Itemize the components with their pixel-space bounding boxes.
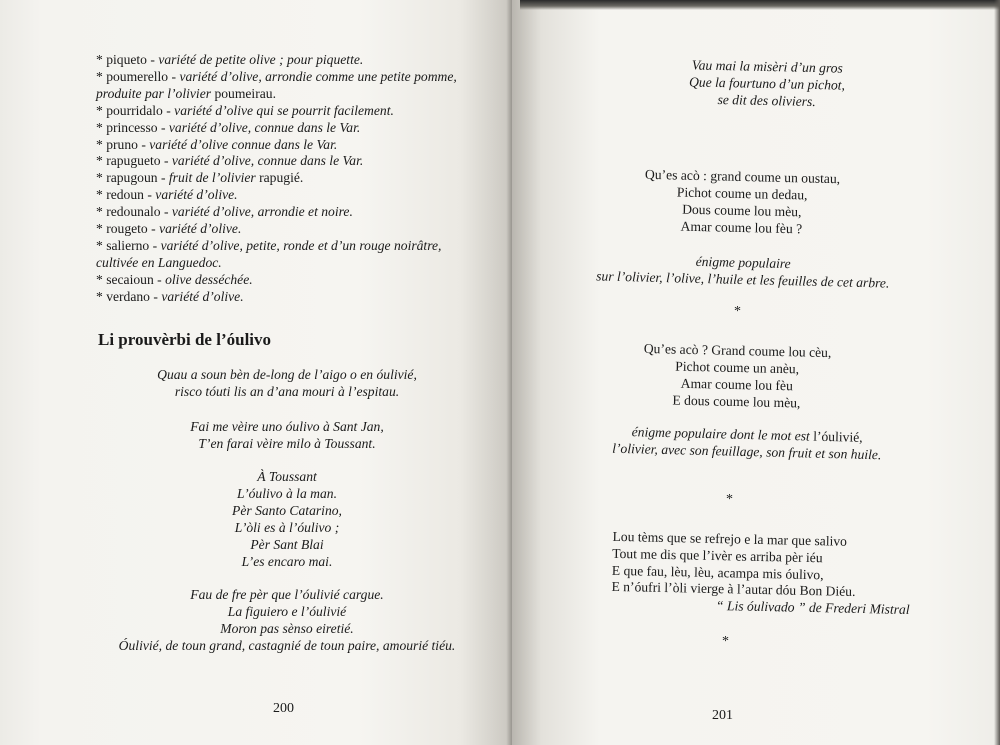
riddle-line: Amar coume lou fèu ? [680, 218, 803, 237]
proverb-block [104, 366, 470, 400]
dictionary-entry: * redoun - variété d’olive. [96, 187, 238, 203]
riddle-2-note-plain: l’óulivié, [813, 428, 863, 445]
riddle-1-note [578, 250, 909, 292]
proverb-block [104, 468, 470, 570]
proverb-line: L’es encaro mai. [241, 554, 333, 569]
dictionary-entry: * pruno - variété d’olive connue dans le Var. [96, 136, 338, 152]
page-number-left: 200 [273, 701, 294, 716]
riddle-line: Dous coume lou mèu, [681, 201, 802, 220]
proverb-line: Fai me vèire uno óulivo à Sant Jan, [190, 419, 384, 434]
entry-definition: variété d’olive connue dans le Var. [149, 136, 338, 152]
entry-term: * rapugoun [96, 170, 158, 186]
poem-line: Lou tèms que se refrejo e la mar que salivo [612, 528, 848, 549]
dictionary-entry: * poumerello - variété d’olive, arrondie comme une petite pomme, produite par l’olivier poumeirau. [96, 68, 457, 101]
dictionary-entry: * salierno - variété d’olive, petite, ronde et d’un rouge noirâtre, cultivée en Languedoc. [96, 237, 442, 270]
entry-definition: variété d’olive. [161, 288, 244, 304]
entry-definition: variété d’olive. [155, 187, 238, 203]
riddle-2-note-line2: l’olivier, avec son feuillage, son fruit et son huile. [612, 440, 882, 463]
entry-term-ref: poumeirau. [214, 85, 276, 101]
proverb-line: À Toussant [257, 469, 317, 484]
riddle-line: Qu’es acò ? Grand coume lou cèu, [643, 340, 832, 361]
verse-line: se dit des oliviers. [717, 91, 816, 110]
verse-line: Que la fourtuno d’un pichot, [688, 74, 846, 93]
riddle-line: Amar coume lou fèu [680, 375, 794, 394]
proverbs-heading: Li prouvèrbi de l’óulivo [98, 330, 272, 349]
dictionary-entry: * rapugueto - variété d’olive, connue dans le Var. [96, 153, 364, 169]
note-line: énigme populaire [695, 253, 791, 272]
entry-term: * poumerello [96, 68, 169, 84]
entry-term: * princesso [96, 119, 158, 135]
entry-term: * pourridalo [96, 102, 163, 118]
poem-line: E que fau, lèu, lèu, acampa mis óulivo, [611, 562, 824, 582]
riddle-line: Pichot coume un dedau, [676, 184, 808, 203]
riddle-line: Pichot coume un anèu, [675, 358, 800, 377]
entry-definition: olive desséchée. [165, 271, 253, 287]
dictionary-entry: * rapugoun - fruit de l’olivier rapugié. [96, 170, 304, 186]
top-verse [651, 56, 882, 112]
dictionary-entry: * pourridalo - variété d’olive qui se pourrit facilement. [96, 102, 394, 118]
riddle-1 [611, 165, 872, 239]
entry-term: * piqueto [96, 52, 147, 67]
page-top-shadow [520, 0, 1000, 10]
entry-definition: variété de petite olive ; pour piquette. [158, 52, 364, 67]
dictionary-entry: * princesso - variété d’olive, connue dans le Var. [96, 119, 361, 135]
proverb-line: Pèr Sant Blai [250, 537, 324, 552]
proverb-line: L’òli es à l’óulivo ; [234, 520, 340, 535]
riddle-2-note-italic: énigme populaire dont le mot est [631, 424, 810, 444]
entry-term: * redoun [96, 187, 144, 203]
proverb-line: Óulivié, de toun grand, castagnié de toun paire, amourié tiéu. [118, 638, 456, 653]
riddle-2 [605, 339, 868, 413]
separator-star: * [726, 492, 733, 507]
dictionary-list [96, 52, 486, 306]
proverb-line: L’óulivo à la man. [237, 486, 337, 501]
poem-attribution: “ Lis óulivado ” de Frederi Mistral [715, 597, 910, 618]
entry-definition: variété d’olive qui se pourrit facilement. [174, 102, 394, 118]
proverb-line: Quau a soun bèn de-long de l’aigo o en óulivié, [157, 367, 417, 382]
page-right-shadow [994, 0, 1000, 745]
poem-line: E n’óufri l’òli vierge à l’autar dóu Bon Diéu. [611, 579, 856, 600]
proverb-line: Pèr Santo Catarino, [232, 503, 342, 518]
poem [611, 529, 912, 602]
entry-definition: variété d’olive, petite, ronde et d’un rouge noirâtre, cultivée en Languedoc. [96, 237, 442, 270]
entry-term: * secaioun [96, 271, 154, 287]
proverb-line: T’en farai vèire milo à Toussant. [198, 436, 376, 451]
dictionary-entry: * secaioun - olive desséchée. [96, 271, 253, 287]
riddle-line: E dous coume lou mèu, [672, 392, 801, 411]
riddle-2-note [582, 422, 913, 464]
poem-line: Tout me dis que l’ivèr es arriba pèr iéu [612, 545, 823, 566]
dictionary-entry: * piqueto - variété de petite olive ; pour piquette. [96, 52, 364, 67]
entry-definition: variété d’olive. [159, 221, 242, 237]
entry-term: * redounalo [96, 204, 161, 220]
proverb-line: La figuiero e l’óulivié [227, 604, 347, 619]
riddle-line: Qu’es acò : grand coume un oustau, [644, 166, 841, 187]
entry-term: * verdano [96, 288, 150, 304]
note-line: sur l’olivier, l’olive, l’huile et les feuilles de cet arbre. [596, 268, 890, 291]
entry-term-ref: rapugié. [259, 170, 304, 186]
right-page [512, 0, 1000, 745]
dictionary-entry: * verdano - variété d’olive. [96, 288, 244, 304]
dictionary-entry: * redounalo - variété d’olive, arrondie et noire. [96, 204, 353, 220]
proverb-block [104, 586, 470, 654]
proverb-line: Moron pas sènso eiretié. [220, 621, 354, 636]
entry-definition: variété d’olive, arrondie comme une petite pomme, produite par l’olivier [96, 68, 457, 101]
separator-star: * [722, 634, 729, 649]
entry-definition: fruit de l’olivier [168, 170, 256, 186]
dictionary-entry: * rougeto - variété d’olive. [96, 221, 242, 237]
entry-term: * salierno [96, 237, 150, 253]
entry-term: * rapugueto [96, 153, 161, 169]
entry-term: * pruno [96, 136, 138, 152]
separator-star: * [734, 304, 741, 319]
verse-line: Vau mai la misèri d’un gros [691, 57, 843, 76]
proverb-block [104, 418, 470, 452]
proverb-line: Fau de fre pèr que l’óulivié cargue. [190, 587, 384, 602]
entry-definition: variété d’olive, arrondie et noire. [171, 204, 353, 220]
page-number-right: 201 [712, 708, 733, 723]
proverb-line: risco tóuti lis an d’ana mouri à l’espitau. [174, 384, 400, 399]
entry-definition: variété d’olive, connue dans le Var. [168, 119, 361, 135]
entry-term: * rougeto [96, 221, 148, 237]
entry-definition: variété d’olive, connue dans le Var. [171, 153, 364, 169]
